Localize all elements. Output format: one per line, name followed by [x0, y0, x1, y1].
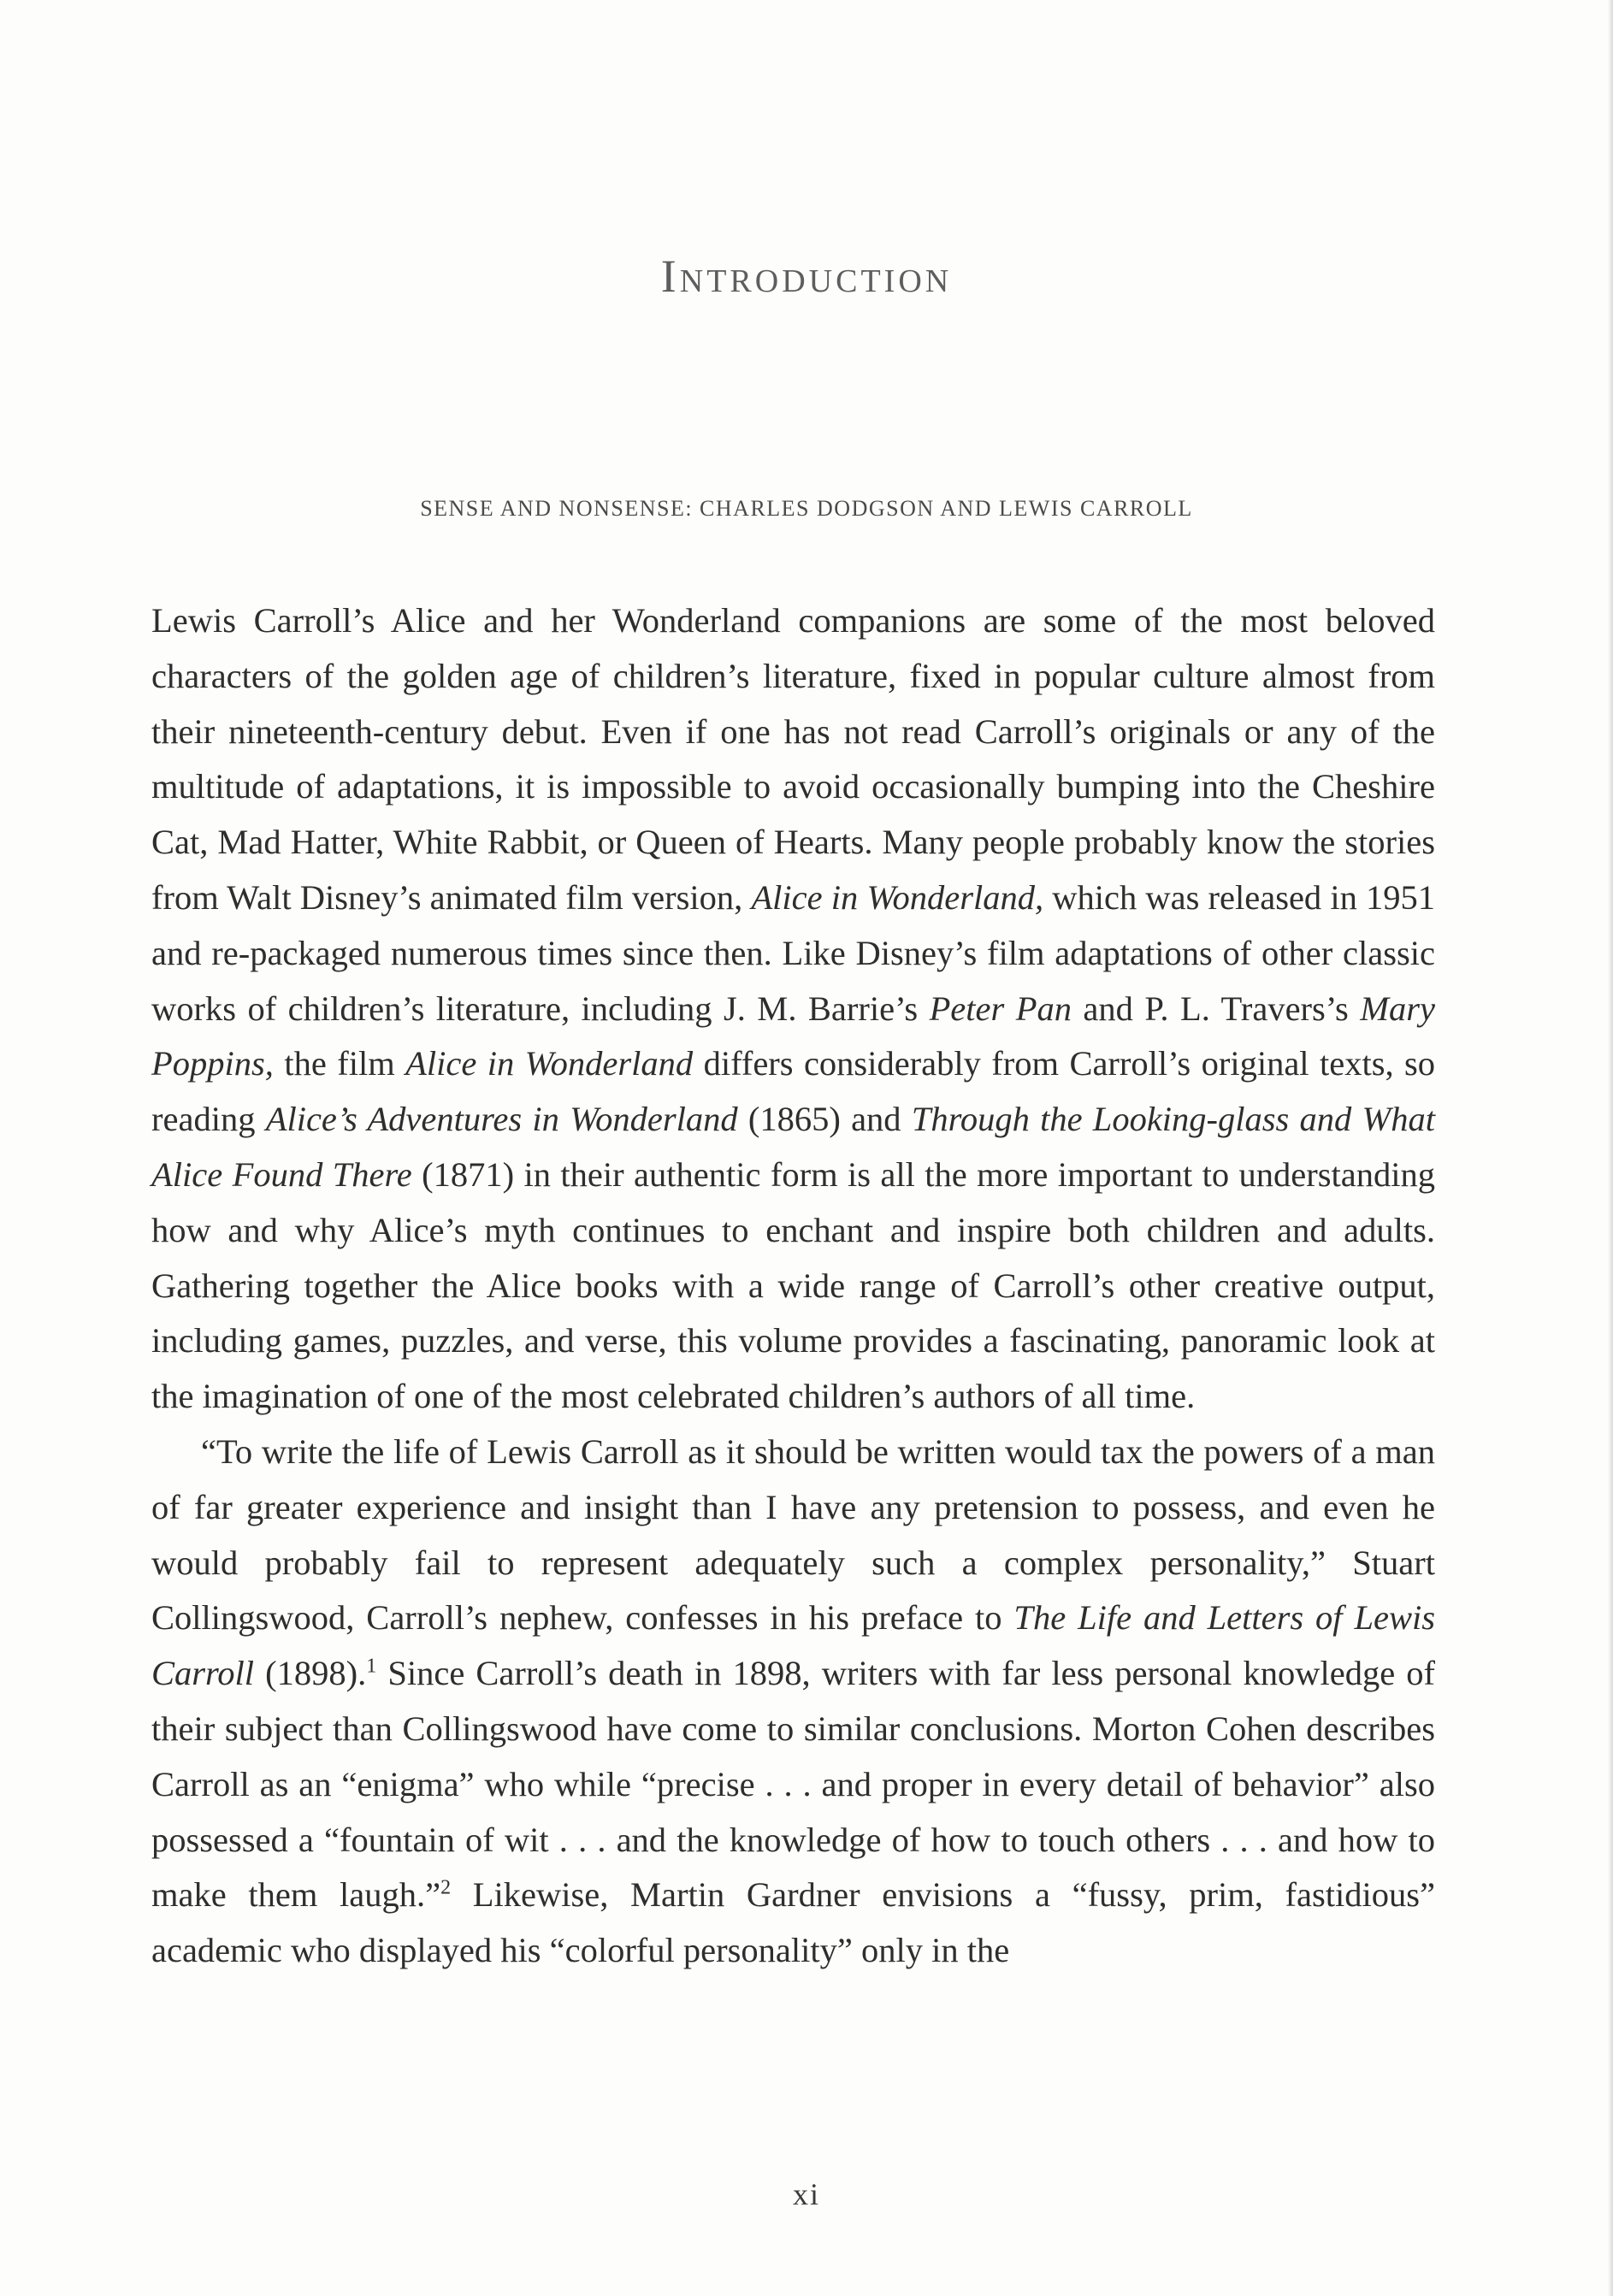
paragraph-1-text: the film	[284, 1044, 395, 1083]
title-alice-in-wonderland-film: Alice in Wonderland,	[751, 877, 1044, 917]
title-life-and-letters: The Life and Letters of Lewis Carroll	[151, 1598, 1435, 1693]
footnote-ref-1[interactable]: 1	[366, 1655, 377, 1678]
paragraph-1	[151, 593, 1435, 1425]
chapter-title: Introduction	[660, 251, 953, 302]
paragraph-2-text: Since Carroll’s death in 1898, writers with far less personal knowledge of their subject than Collingswood have come to similar conclusions. Morton Cohen describes Carroll as an “enigma” who while “precise . . . and proper in every detail of behavior” also possessed a “fountain of wit . . . and the knowledge of how to touch others . . . and how to make them laugh.”	[151, 1654, 1436, 1915]
page-edge-shadow	[1608, 0, 1613, 2296]
paragraph-2	[151, 1425, 1435, 1979]
section-heading: SENSE AND NONSENSE: CHARLES DODGSON AND LEWIS CARROLL	[420, 496, 1193, 521]
paragraph-1-text: (1871) in their authentic form is all the more important to understanding how and why Alice’s myth continues to enchant and inspire both children and adults. Gathering together the Alice books with a wide range of Carroll’s other creative output, including games, puzzles, and verse, this volume provides a fascinating, panoramic look at the imagination of one of the most celebrated children’s authors of all time.	[151, 1154, 1436, 1416]
paragraph-1-text: and P. L. Travers’s	[1083, 989, 1349, 1028]
paragraph-1-text: (1865) and	[747, 1100, 901, 1139]
paragraph-1-text: which was released in 1951 and re-packaged numerous times since then. Like Disney’s film adaptations of other classic works of children’s literature, including J. M. Barrie’s	[151, 877, 1435, 1028]
paragraph-2-text: (1898).	[265, 1654, 367, 1693]
footnote-ref-2[interactable]: 2	[440, 1876, 452, 1899]
paragraph-2-text: Likewise, Martin Gardner envisions a “fussy, prim, fastidious” academic who displayed his “colorful personality” only in the	[151, 1875, 1435, 1970]
title-alices-adventures: Alice’s Adventures in Wonderland	[265, 1100, 738, 1139]
paragraph-1-text: differs considerably from Carroll’s original texts, so reading	[151, 1044, 1436, 1139]
title-mary-poppins: Mary Poppins,	[151, 989, 1435, 1083]
title-peter-pan: Peter Pan	[929, 989, 1072, 1028]
title-alice-in-wonderland: Alice in Wonderland	[405, 1044, 694, 1083]
page-number: xi	[792, 2177, 820, 2211]
body-text	[151, 593, 1435, 1979]
title-through-the-looking-glass: Through the Looking-glass and What Alice Found There	[151, 1100, 1436, 1194]
paragraph-1-text: Lewis Carroll’s Alice and her Wonderland companions are some of the most beloved characters of the golden age of children’s literature, fixed in popular culture almost from their nineteenth-century debut. Even if one has not read Carroll’s originals or any of the multitude of adaptations, it is impossible to avoid occasionally bumping into the Cheshire Cat, Mad Hatter, White Rabbit, or Queen of Hearts. Many people probably know the stories from Walt Disney’s animated film version,	[151, 601, 1435, 917]
paragraph-2-text: “To write the life of Lewis Carroll as it should be written would tax the powers of a man of far greater experience and insight than I have any pretension to possess, and even he would probably fail to represent adequately such a complex personality,” Stuart Collingswood, Carroll’s nephew, confesses in his preface to	[151, 1431, 1435, 1638]
